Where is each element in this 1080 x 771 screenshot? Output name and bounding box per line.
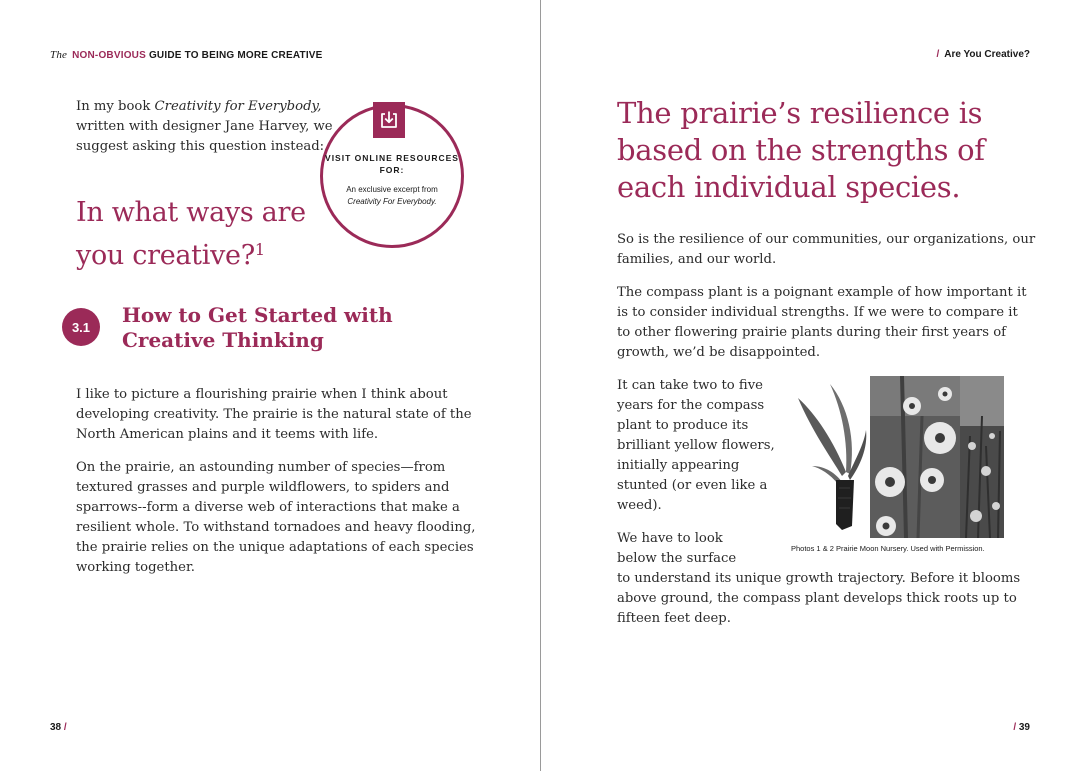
body-paragraph: The compass plant is a poignant example of how important it is to consider individual strengths. If we were to compare it to other flowering prairie plants during their first years of growth, we’d be disappointed. [617,285,1027,360]
book-title: Creativity for Everybody, [154,99,322,114]
resources-description: An exclusive excerpt from Creativity For Everybody. [346,185,438,206]
body-paragraph: I like to picture a flourishing prairie when I think about developing creativity. The prairie is the natural state of the North American plains and it teems with life. [76,387,472,442]
section-heading: How to Get Started with Creative Thinking [122,303,393,352]
page-number-right: / 39 [1013,722,1030,733]
footnote-marker: 1 [254,240,265,259]
body-paragraph: It can take two to five years for the compass plant to produce its brilliant yellow flowers, initially appearing stunted (or even like a weed). [617,378,775,513]
page-headline: The prairie’s resilience is based on the strengths of each individual species. [617,96,985,204]
page-number-left: 38 / [50,722,67,733]
running-head-left: The NON-OBVIOUS GUIDE TO BEING MORE CREATIVE [50,49,323,61]
body-paragraph: We have to look below the surface [617,531,737,566]
body-paragraph: On the prairie, an astounding number of species—from textured grasses and purple wildflowers, to spiders and sparrows--form a diverse web of interactions that make a resilient whole. To withstand tornadoes and heavy flooding, the prairie relies on the unique adaptations of each species working together. [76,460,476,575]
resources-title: VISIT ONLINE RESOURCES FOR: [325,153,459,175]
download-icon-glyph [379,110,399,130]
pull-quote: In what ways are you creative?$^1$ [76,197,306,271]
photo-credit: Photos 1 & 2 Prairie Moon Nursery. Used with Permission. [791,544,985,553]
section-number-badge: 3.1 [62,308,100,346]
body-paragraph: to understand its unique growth trajectory. Before it blooms above ground, the compass plant develops thick roots up to fifteen feet deep. [617,571,1021,626]
compass-plant-photos [790,376,1004,538]
compass-plant-photos-graphic [790,376,1004,538]
download-icon[interactable] [373,102,405,138]
running-head-right: / Are You Creative? [936,49,1030,60]
body-paragraph: So is the resilience of our communities, our organizations, our families, and our world. [617,232,1036,267]
intro-paragraph: In my book Creativity for Everybody, written with designer Jane Harvey, we suggest asking this question instead: [76,99,333,154]
